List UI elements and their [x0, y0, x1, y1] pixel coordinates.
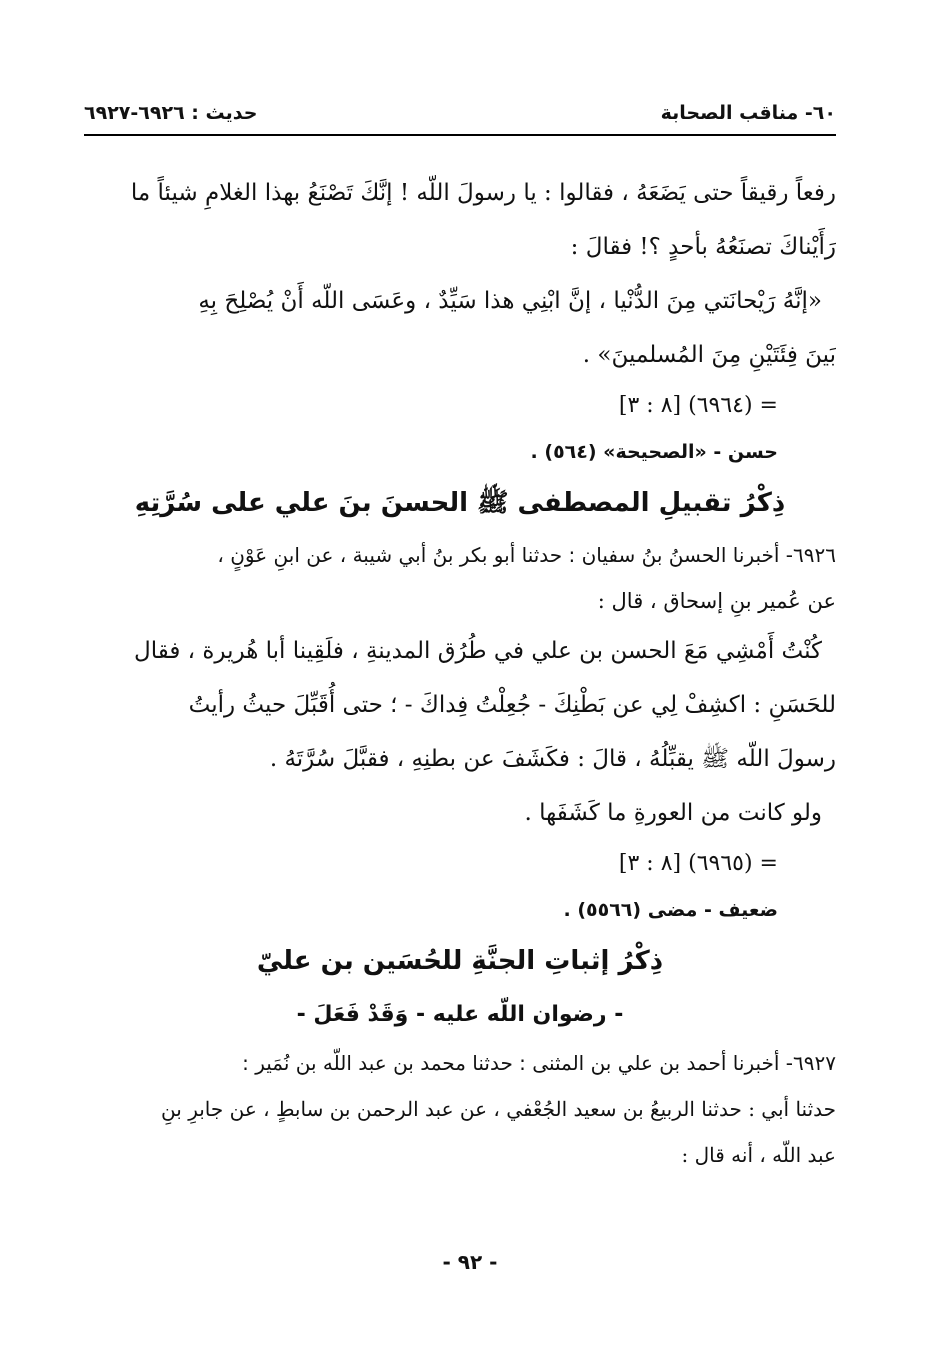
quote-line: «إنَّهُ رَيْحانَتي مِنَ الدُّنْيا ، إنَّ ابْنِي هذا سَيِّدٌ ، وعَسَى اللّه أَنْ يُصْلِحَ بِهِ: [198, 288, 822, 314]
commentary-line: ولو كانت من العورةِ ما كَشَفَها .: [524, 800, 822, 826]
text-line: رَأَيْناكَ تصنَعُهُ بأحدٍ ؟! فقالَ :: [570, 234, 836, 260]
isnad-line: ٦٩٢٧- أخبرنا أحمد بن علي بن المثنى : حدثنا محمد بن عبد اللّه بن نُمَير :: [242, 1051, 836, 1075]
isnad-line: حدثنا أبي : حدثنا الربيعُ بن سعيد الجُعْفي ، عن عبد الرحمن بن سابطٍ ، عن جابرِ بنِ: [161, 1097, 836, 1121]
isnad-line: ٦٩٢٦- أخبرنا الحسنُ بنُ سفيان : حدثنا أبو بكر بنُ أبي شيبة ، عن ابنِ عَوْنٍ ،: [217, 543, 836, 567]
section-heading: ذِكْرُ إثباتِ الجنَّةِ للحُسَين بن عليّ: [256, 946, 664, 976]
header-rule: [84, 134, 836, 136]
section-heading: ذِكْرُ تقبيلِ المصطفى ﷺ الحسنَ بنَ علي على سُرَّتِهِ: [134, 488, 786, 518]
text-line: رفعاً رقيقاً حتى يَضَعَهُ ، فقالوا : يا رسولَ اللّه ! إنَّكَ تَصْنَعُ بهذا الغلامِ شيئاً ما: [130, 180, 836, 206]
chapter-title: ٦٠- مناقب الصحابة: [660, 102, 836, 124]
grading-note: ضعيف - مضى (٥٥٦٦) .: [563, 899, 778, 921]
matn-line: رسولَ اللّه ﷺ يقبِّلُهُ ، قالَ : فكَشَفَ عن بطنِهِ ، فقبَّلَ سُرَّتَهُ .: [269, 746, 836, 772]
isnad-line: عن عُمير بنِ إسحاق ، قال :: [597, 589, 836, 613]
running-header: [84, 96, 836, 130]
hadith-range: حديث : ٦٩٢٦-٦٩٢٧: [84, 102, 258, 124]
cross-reference: = (٦٩٦٥) [٨ : ٣]: [618, 851, 778, 876]
section-subheading: - رضوان اللّه عليه - وَقَدْ فَعَلَ -: [296, 1002, 624, 1027]
quote-line: بَينَ فِئَتَيْنِ مِنَ المُسلمينَ» .: [582, 342, 836, 368]
matn-line: للحَسَنِ : اكشِفْ لِي عن بَطْنِكَ - جُعِلْتُ فِداكَ - ؛ حتى أُقَبِّلَ حيثُ رأيتُ: [188, 692, 836, 718]
grading-note: حسن - «الصحيحة» (٥٦٤) .: [530, 441, 778, 463]
matn-line: كُنْتُ أَمْشِي مَعَ الحسن بن علي في طُرُق المدينةِ ، فلَقِينا أبا هُريرة ، فقال: [133, 638, 822, 664]
cross-reference: = (٦٩٦٤) [٨ : ٣]: [618, 393, 778, 418]
document-page: [84, 96, 836, 1178]
isnad-line: عبد اللّه ، أنه قال :: [681, 1143, 836, 1167]
page-number: - ٩٢ -: [442, 1250, 498, 1274]
